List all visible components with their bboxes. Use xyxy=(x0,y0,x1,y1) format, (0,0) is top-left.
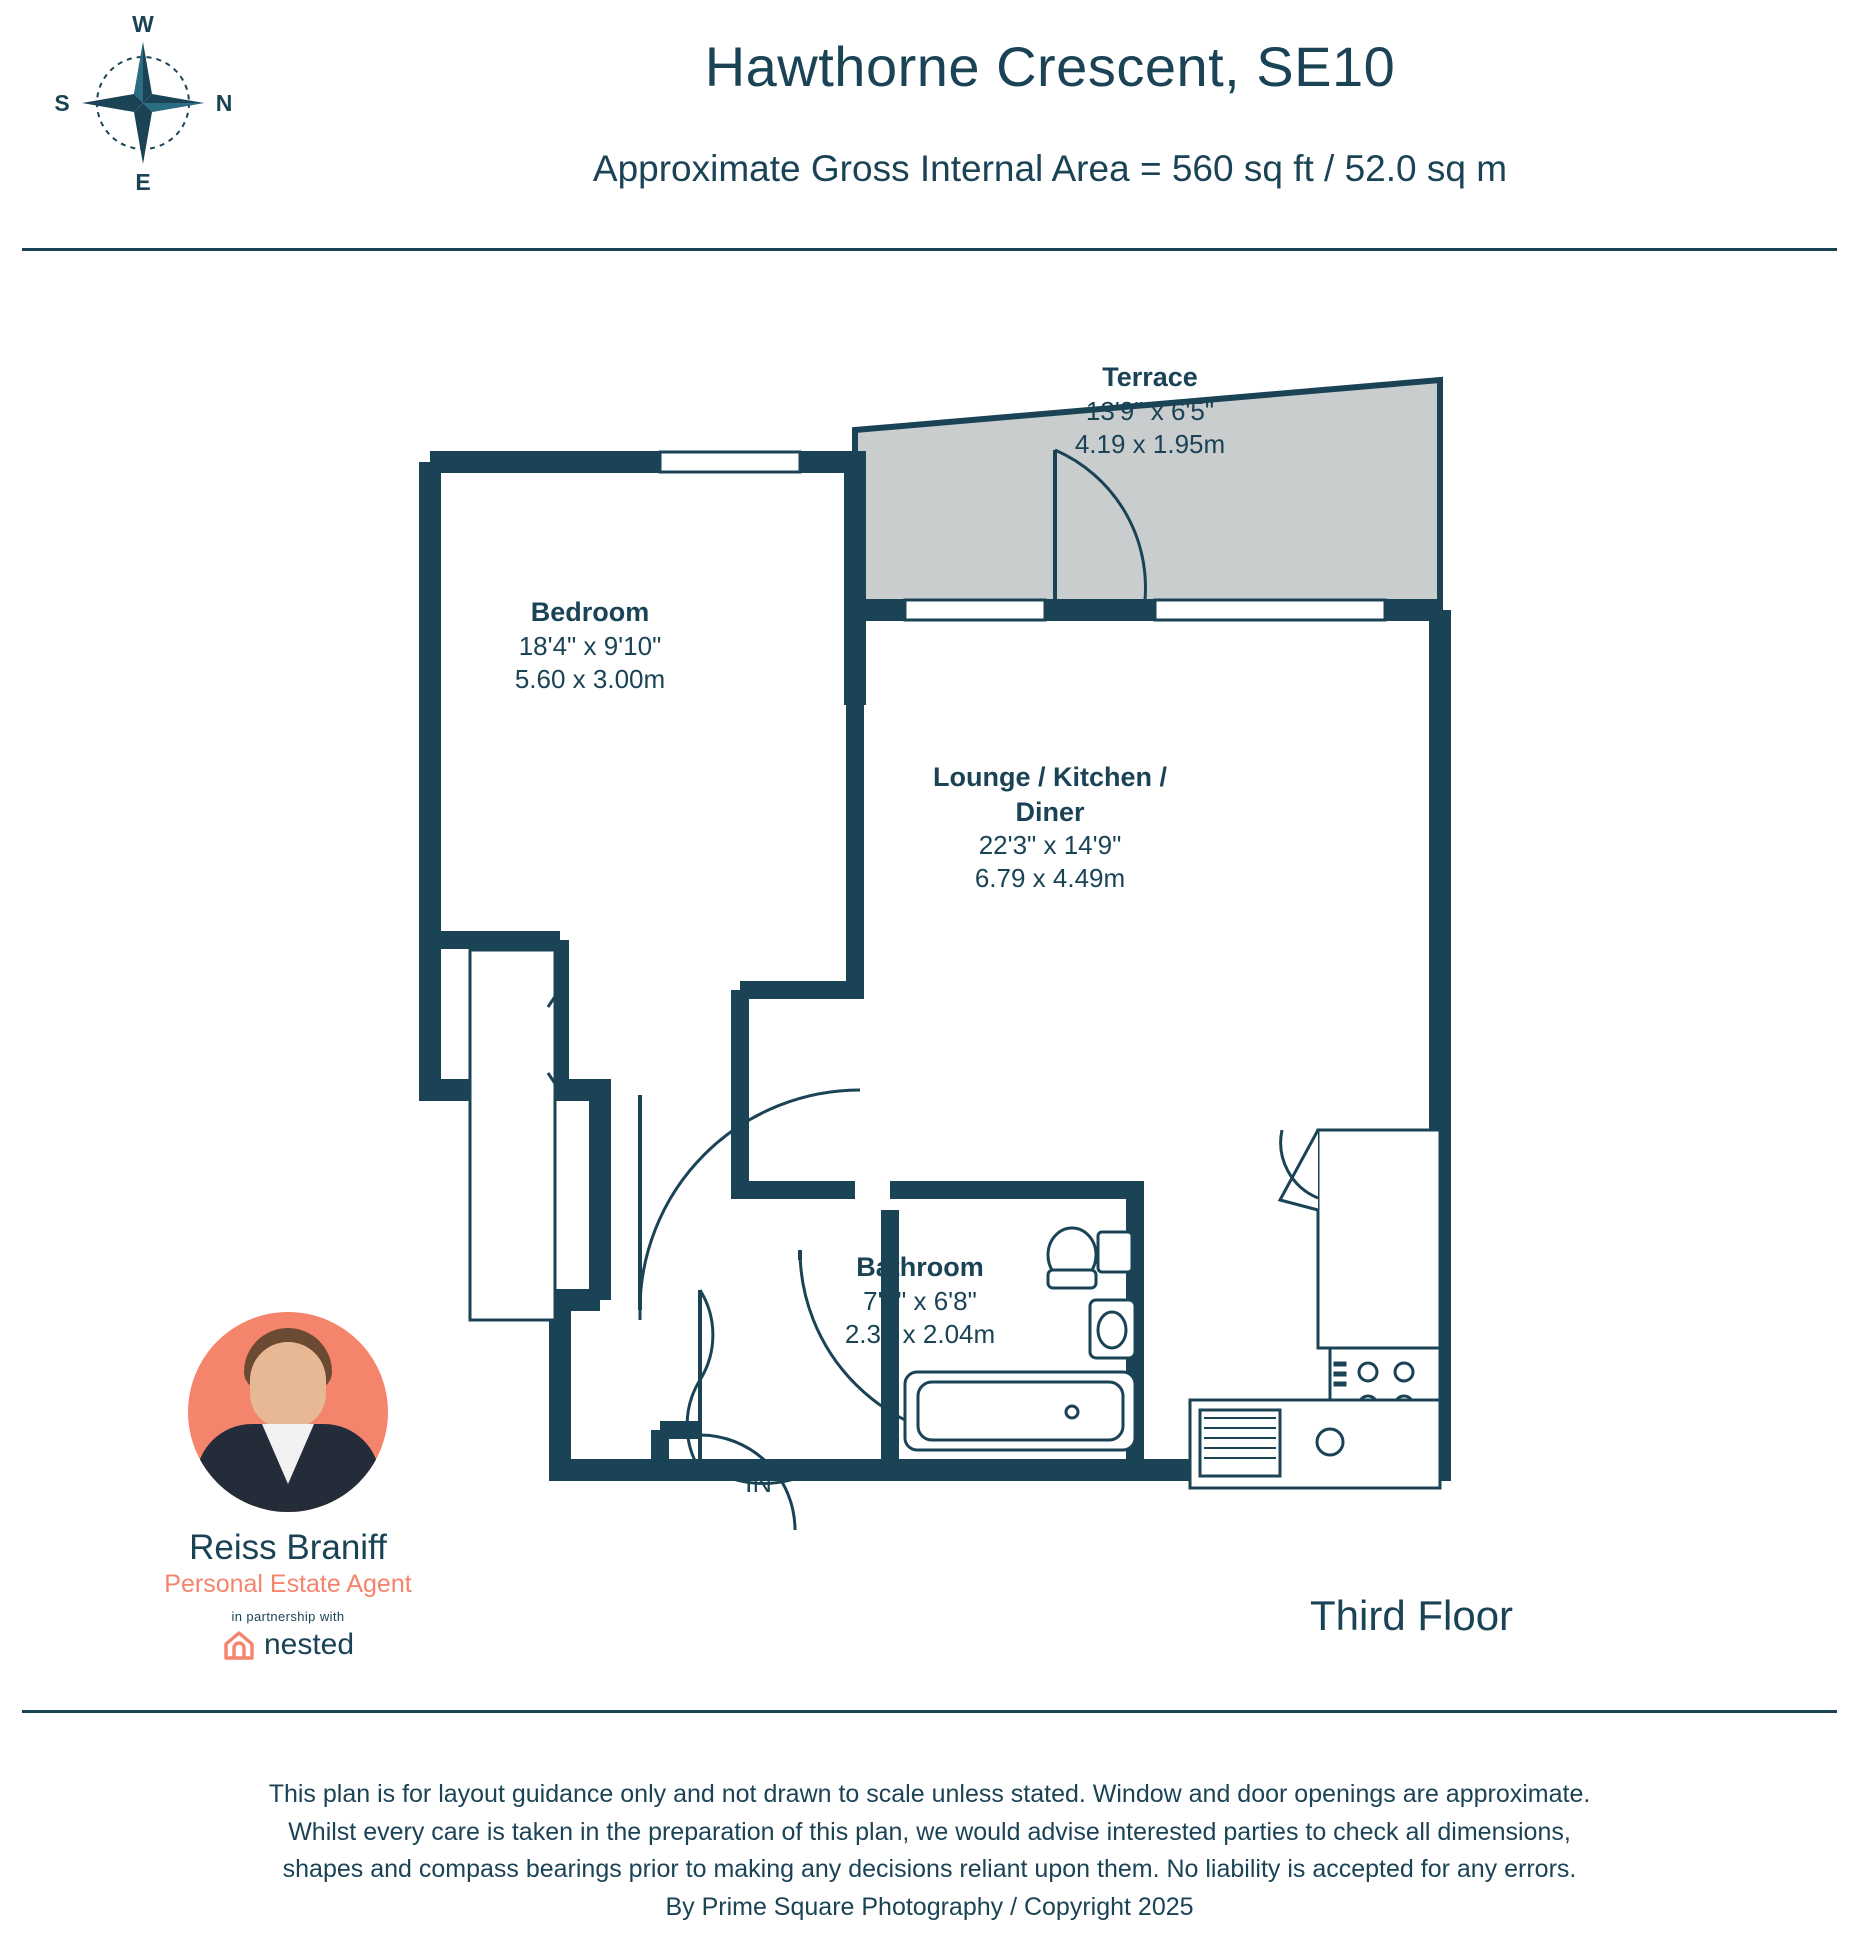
agent-brand xyxy=(148,1628,428,1662)
agent-role: Personal Estate Agent xyxy=(164,1570,412,1598)
agent-partner-prefix: in partnership with xyxy=(231,1609,345,1624)
disclaimer-line-3: shapes and compass bearings prior to making any decisions reliant upon them. No liability is accepted for any errors. xyxy=(282,1855,1577,1883)
divider-bottom xyxy=(22,1710,1837,1713)
room-dim-imperial-bathroom: 7'7" x 6'8" xyxy=(863,1285,977,1316)
room-name-terrace: Terrace xyxy=(1102,362,1198,392)
room-name-lounge-line1: Lounge / Kitchen / xyxy=(933,762,1167,792)
disclaimer xyxy=(22,1776,1837,1926)
svg-text:S: S xyxy=(54,90,70,116)
disclaimer-line-4: By Prime Square Photography / Copyright 2025 xyxy=(665,1892,1194,1921)
disclaimer-line-1: This plan is for layout guidance only and not drawn to scale unless stated. Window and door openings are approximate. xyxy=(268,1780,1591,1808)
nested-house-icon xyxy=(222,1628,256,1662)
page-title: Hawthorne Crescent, SE10 xyxy=(704,35,1396,98)
compass-rose xyxy=(48,8,238,198)
agent-name: Reiss Braniff xyxy=(189,1528,387,1567)
page-subtitle: Approximate Gross Internal Area = 560 sq ft / 52.0 sq m xyxy=(592,148,1508,189)
room-label-lounge xyxy=(890,760,1210,896)
compass-icon xyxy=(48,8,238,198)
room-dim-metric-lounge: 6.79 x 4.49m xyxy=(974,863,1126,894)
room-dim-metric-bathroom: 2.32 x 2.04m xyxy=(844,1318,996,1349)
svg-text:W: W xyxy=(132,11,154,37)
svg-text:E: E xyxy=(135,169,151,195)
floor-label: Third Floor xyxy=(1310,1592,1514,1639)
svg-text:N: N xyxy=(215,90,233,116)
avatar-face xyxy=(250,1342,326,1428)
avatar xyxy=(188,1312,388,1512)
room-dim-metric-bedroom: 5.60 x 3.00m xyxy=(514,663,666,694)
agent-brand-label: nested xyxy=(263,1628,355,1661)
room-label-bedroom xyxy=(440,595,740,696)
agent-branding xyxy=(148,1312,428,1662)
room-name-bathroom: Bathroom xyxy=(856,1252,984,1282)
entrance-label: IN xyxy=(745,1468,772,1498)
room-dim-imperial-lounge: 22'3" x 14'9" xyxy=(978,830,1122,861)
room-dim-imperial-bedroom: 18'4" x 9'10" xyxy=(518,630,662,661)
disclaimer-line-2: Whilst every care is taken in the preparation of this plan, we would advise interested parties to check all dimensions, xyxy=(288,1817,1571,1846)
room-label-terrace xyxy=(1000,360,1300,461)
room-name-bedroom: Bedroom xyxy=(530,597,650,627)
room-name-lounge-line2: Diner xyxy=(1015,796,1085,827)
room-dim-metric-terrace: 4.19 x 1.95m xyxy=(1074,428,1226,459)
room-dim-imperial-terrace: 13'9" x 6'5" xyxy=(1085,395,1215,426)
room-label-bathroom xyxy=(790,1250,1050,1351)
